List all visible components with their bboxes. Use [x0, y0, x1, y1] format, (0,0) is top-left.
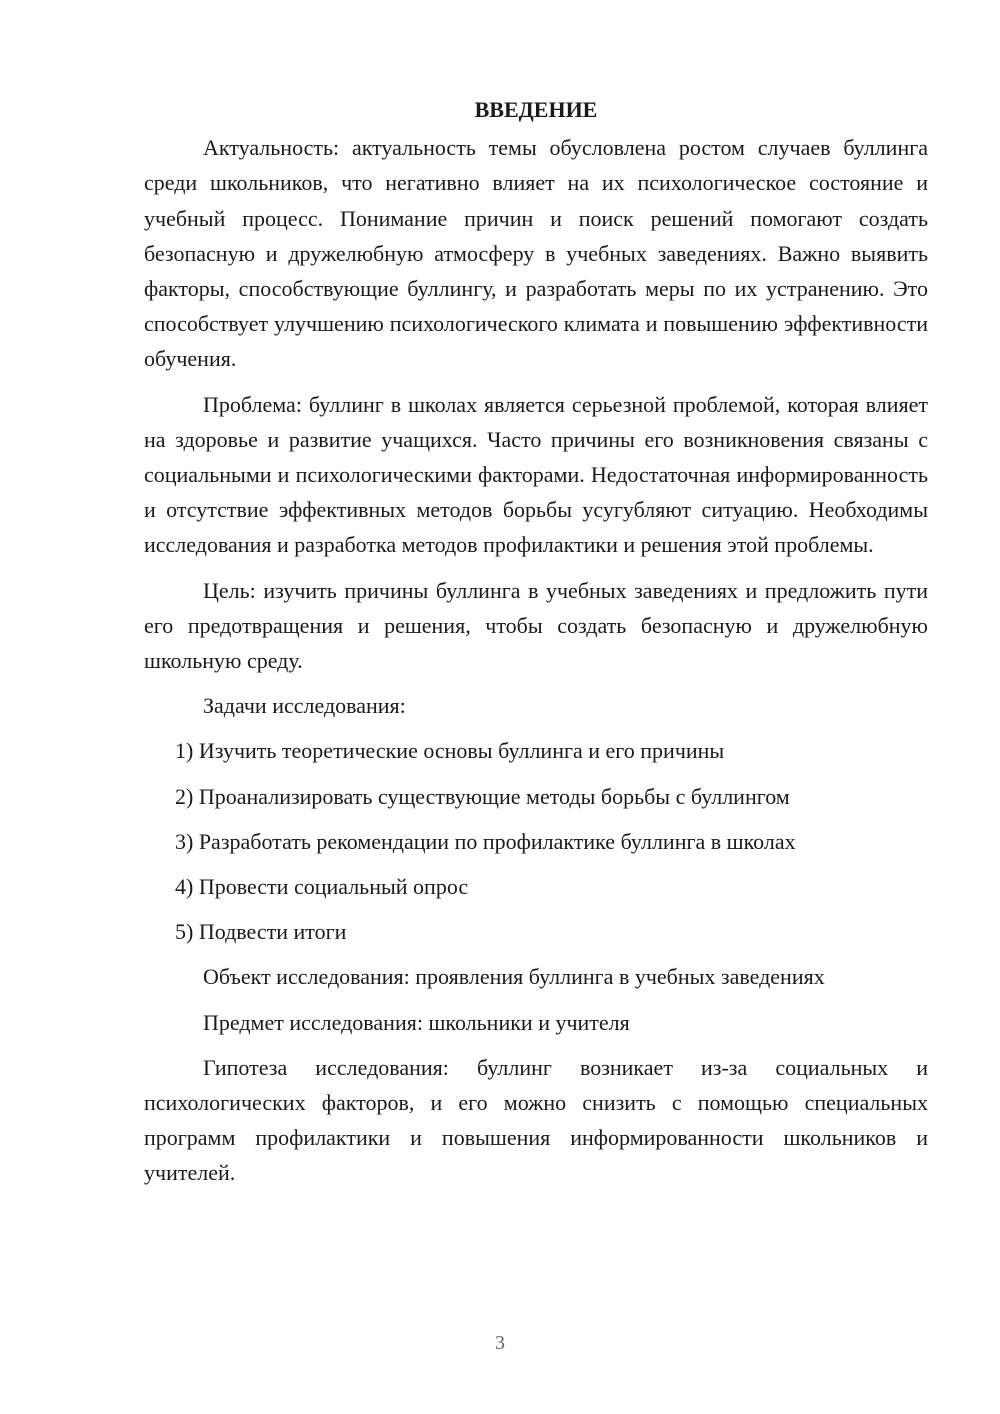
page-number: 3	[495, 1332, 505, 1354]
tasks-heading: Задачи исследования:	[203, 693, 406, 719]
task-item: 5) Подвести итоги	[175, 919, 347, 945]
hypothesis-paragraph: Гипотеза исследования: буллинг возникает из-за социальных и психологических факторов, и его можно снизить с помощью специальных программ профилактики и повышения информированности школьников и учителей.	[144, 1054, 928, 1186]
page-title: ВВЕДЕНИЕ	[474, 97, 598, 122]
problem-paragraph: Проблема: буллинг в школах является серьезной проблемой, которая влияет на здоровье и развитие учащихся. Часто причины его возникновения связаны с социальными и психологическими факторами. Недостаточная информированность и отсутствие эффективных методов борьбы усугубляют ситуацию. Необходимы исследования и разработка методов профилактики и решения этой проблемы.	[144, 391, 928, 558]
goal-paragraph: Цель: изучить причины буллинга в учебных заведениях и предложить пути его предотвращения и решения, чтобы создать безопасную и дружелюбную школьную среду.	[144, 577, 928, 674]
relevance-paragraph: Актуальность: актуальность темы обусловлена ростом случаев буллинга среди школьников, что негативно влияет на их психологическое состояние и учебный процесс. Понимание причин и поиск решений помогают создать безопасную и дружелюбную атмосферу в учебных заведениях. Важно выявить факторы, способствующие буллингу, и разработать меры по их устранению. Это способствует улучшению психологического климата и повышению эффективности обучения.	[144, 135, 928, 372]
task-item: 3) Разработать рекомендации по профилактике буллинга в школах	[175, 828, 796, 854]
task-item: 4) Провести социальный опрос	[175, 874, 469, 900]
object-line: Объект исследования: проявления буллинга в учебных заведениях	[203, 964, 825, 990]
page-content	[144, 92, 928, 1201]
task-item: 1) Изучить теоретические основы буллинга и его причины	[175, 738, 725, 764]
subject-line: Предмет исследования: школьники и учителя	[203, 1009, 630, 1035]
task-item: 2) Проанализировать существующие методы борьбы с буллингом	[175, 783, 790, 809]
